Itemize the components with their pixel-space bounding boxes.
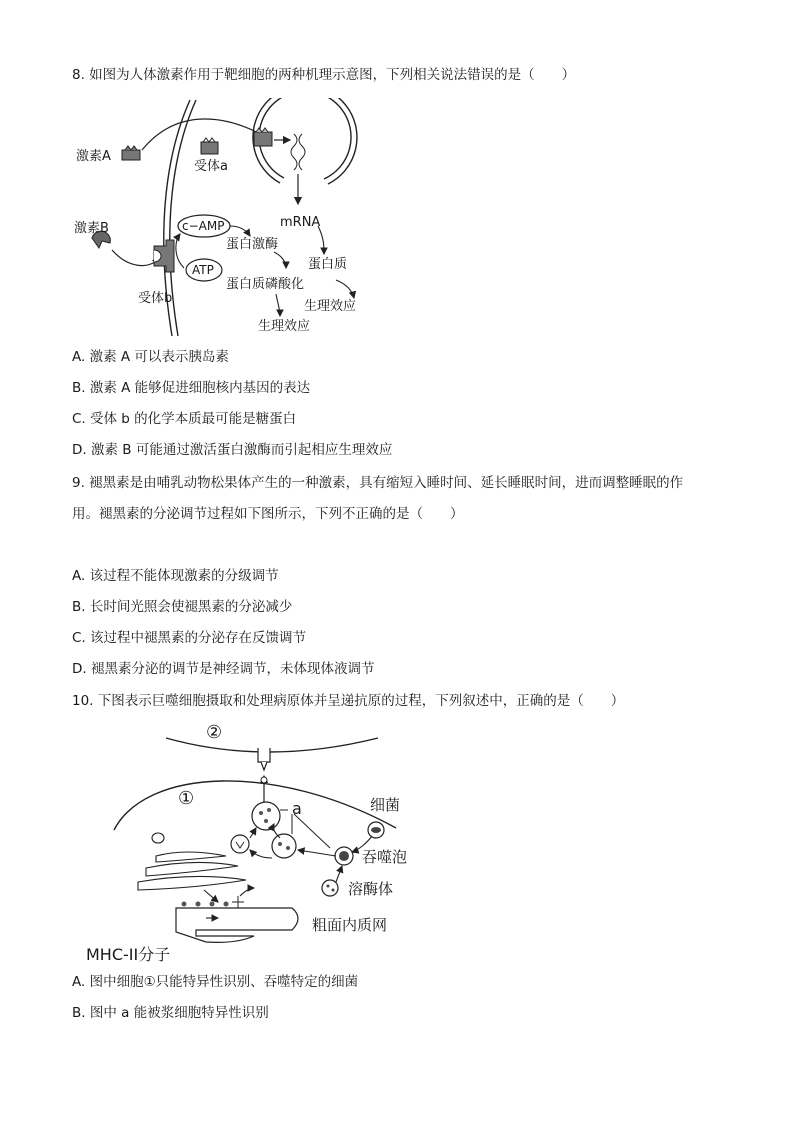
arrow-atp-to-camp <box>176 234 184 268</box>
label-phagosome: 吞噬泡 <box>362 848 408 866</box>
q9-option-b[interactable]: B. 长时间光照会使褪黑素的分泌减少 <box>72 599 293 615</box>
receptor-a-shape <box>201 138 218 154</box>
arrow-camp-to-kinase <box>230 226 250 236</box>
lysosome <box>322 880 338 896</box>
arrow-hormone-b <box>112 250 160 266</box>
label-protein: 蛋白质 <box>308 257 348 272</box>
golgi <box>138 833 246 890</box>
q9-option-a[interactable]: A. 该过程不能体现激素的分级调节 <box>72 568 279 584</box>
q9-option-c[interactable]: C. 该过程中褪黑素的分泌存在反馈调节 <box>72 630 307 646</box>
q9-stem-line1: 9. 褪黑素是由哺乳动物松果体产生的一种激素，具有缩短入睡时间、延长睡眠时间，进而调整睡眠的作 <box>72 475 684 491</box>
cell-2-membrane <box>166 738 378 752</box>
label-camp: c−AMP <box>182 219 225 233</box>
arrow-kinase-to-phos <box>274 252 286 268</box>
q8-stem: 8. 如图为人体激素作用于靶细胞的两种机理示意图，下列相关说法错误的是（ ） <box>72 67 576 83</box>
label-effect-bottom: 生理效应 <box>258 319 311 334</box>
label-phosphorylation: 蛋白质磷酸化 <box>226 277 305 292</box>
arrow-protein-to-effect <box>336 280 354 298</box>
label-rough-er: 粗面内质网 <box>312 916 388 934</box>
label-hormone-b: 激素B <box>74 221 109 236</box>
vesicle-a-lower <box>272 834 296 858</box>
label-hormone-a: 激素A <box>76 149 111 164</box>
q8-figure <box>68 98 388 338</box>
q8-option-a[interactable]: A. 激素 A 可以表示胰岛素 <box>72 349 229 365</box>
q10-stem: 10. 下图表示巨噬细胞摄取和处理病原体并呈递抗原的过程，下列叙述中，正确的是（ ） <box>72 693 625 709</box>
q10-option-a[interactable]: A. 图中细胞①只能特异性识别、吞噬特定的细菌 <box>72 974 359 990</box>
mhc-receptor <box>258 748 270 770</box>
label-receptor-b: 受体b <box>138 291 173 306</box>
label-protein-kinase: 蛋白激酶 <box>226 237 279 252</box>
arrow-phos-to-effect <box>276 294 280 316</box>
label-mrna: mRNA <box>280 215 321 230</box>
bacterium <box>368 822 384 838</box>
vesicle-a-top <box>252 802 280 830</box>
label-effect-right: 生理效应 <box>304 299 357 314</box>
label-lysosome: 溶酶体 <box>348 880 394 898</box>
label-cell-1: ① <box>178 788 195 809</box>
q10-figure <box>86 718 426 964</box>
hormone-a-shape <box>122 146 140 160</box>
q8-option-d[interactable]: D. 激素 B 可能通过激活蛋白激酶而引起相应生理效应 <box>72 442 393 458</box>
q8-option-b[interactable]: B. 激素 A 能够促进细胞核内基因的表达 <box>72 380 311 396</box>
q10-option-b[interactable]: B. 图中 a 能被浆细胞特异性识别 <box>72 1005 269 1021</box>
label-a: a <box>292 799 302 818</box>
hormone-receptor-complex <box>254 128 272 146</box>
label-mhc: MHC-II分子 <box>86 945 171 964</box>
label-cell-2: ② <box>206 722 223 743</box>
q9-stem-line2: 用。褪黑素的分泌调节过程如下图所示，下列不正确的是（ ） <box>72 506 464 522</box>
label-receptor-a: 受体a <box>194 159 228 174</box>
dna-helix <box>291 134 305 170</box>
nucleus-envelope-inner <box>259 98 351 179</box>
mhc-vesicle <box>231 835 249 853</box>
label-atp: ATP <box>192 263 214 277</box>
rough-er <box>176 908 298 942</box>
arrow-mrna-to-protein <box>318 226 324 254</box>
label-bacteria: 细菌 <box>370 796 401 814</box>
q8-option-c[interactable]: C. 受体 b 的化学本质最可能是糖蛋白 <box>72 411 297 427</box>
q9-option-d[interactable]: D. 褪黑素分泌的调节是神经调节，未体现体液调节 <box>72 661 375 677</box>
